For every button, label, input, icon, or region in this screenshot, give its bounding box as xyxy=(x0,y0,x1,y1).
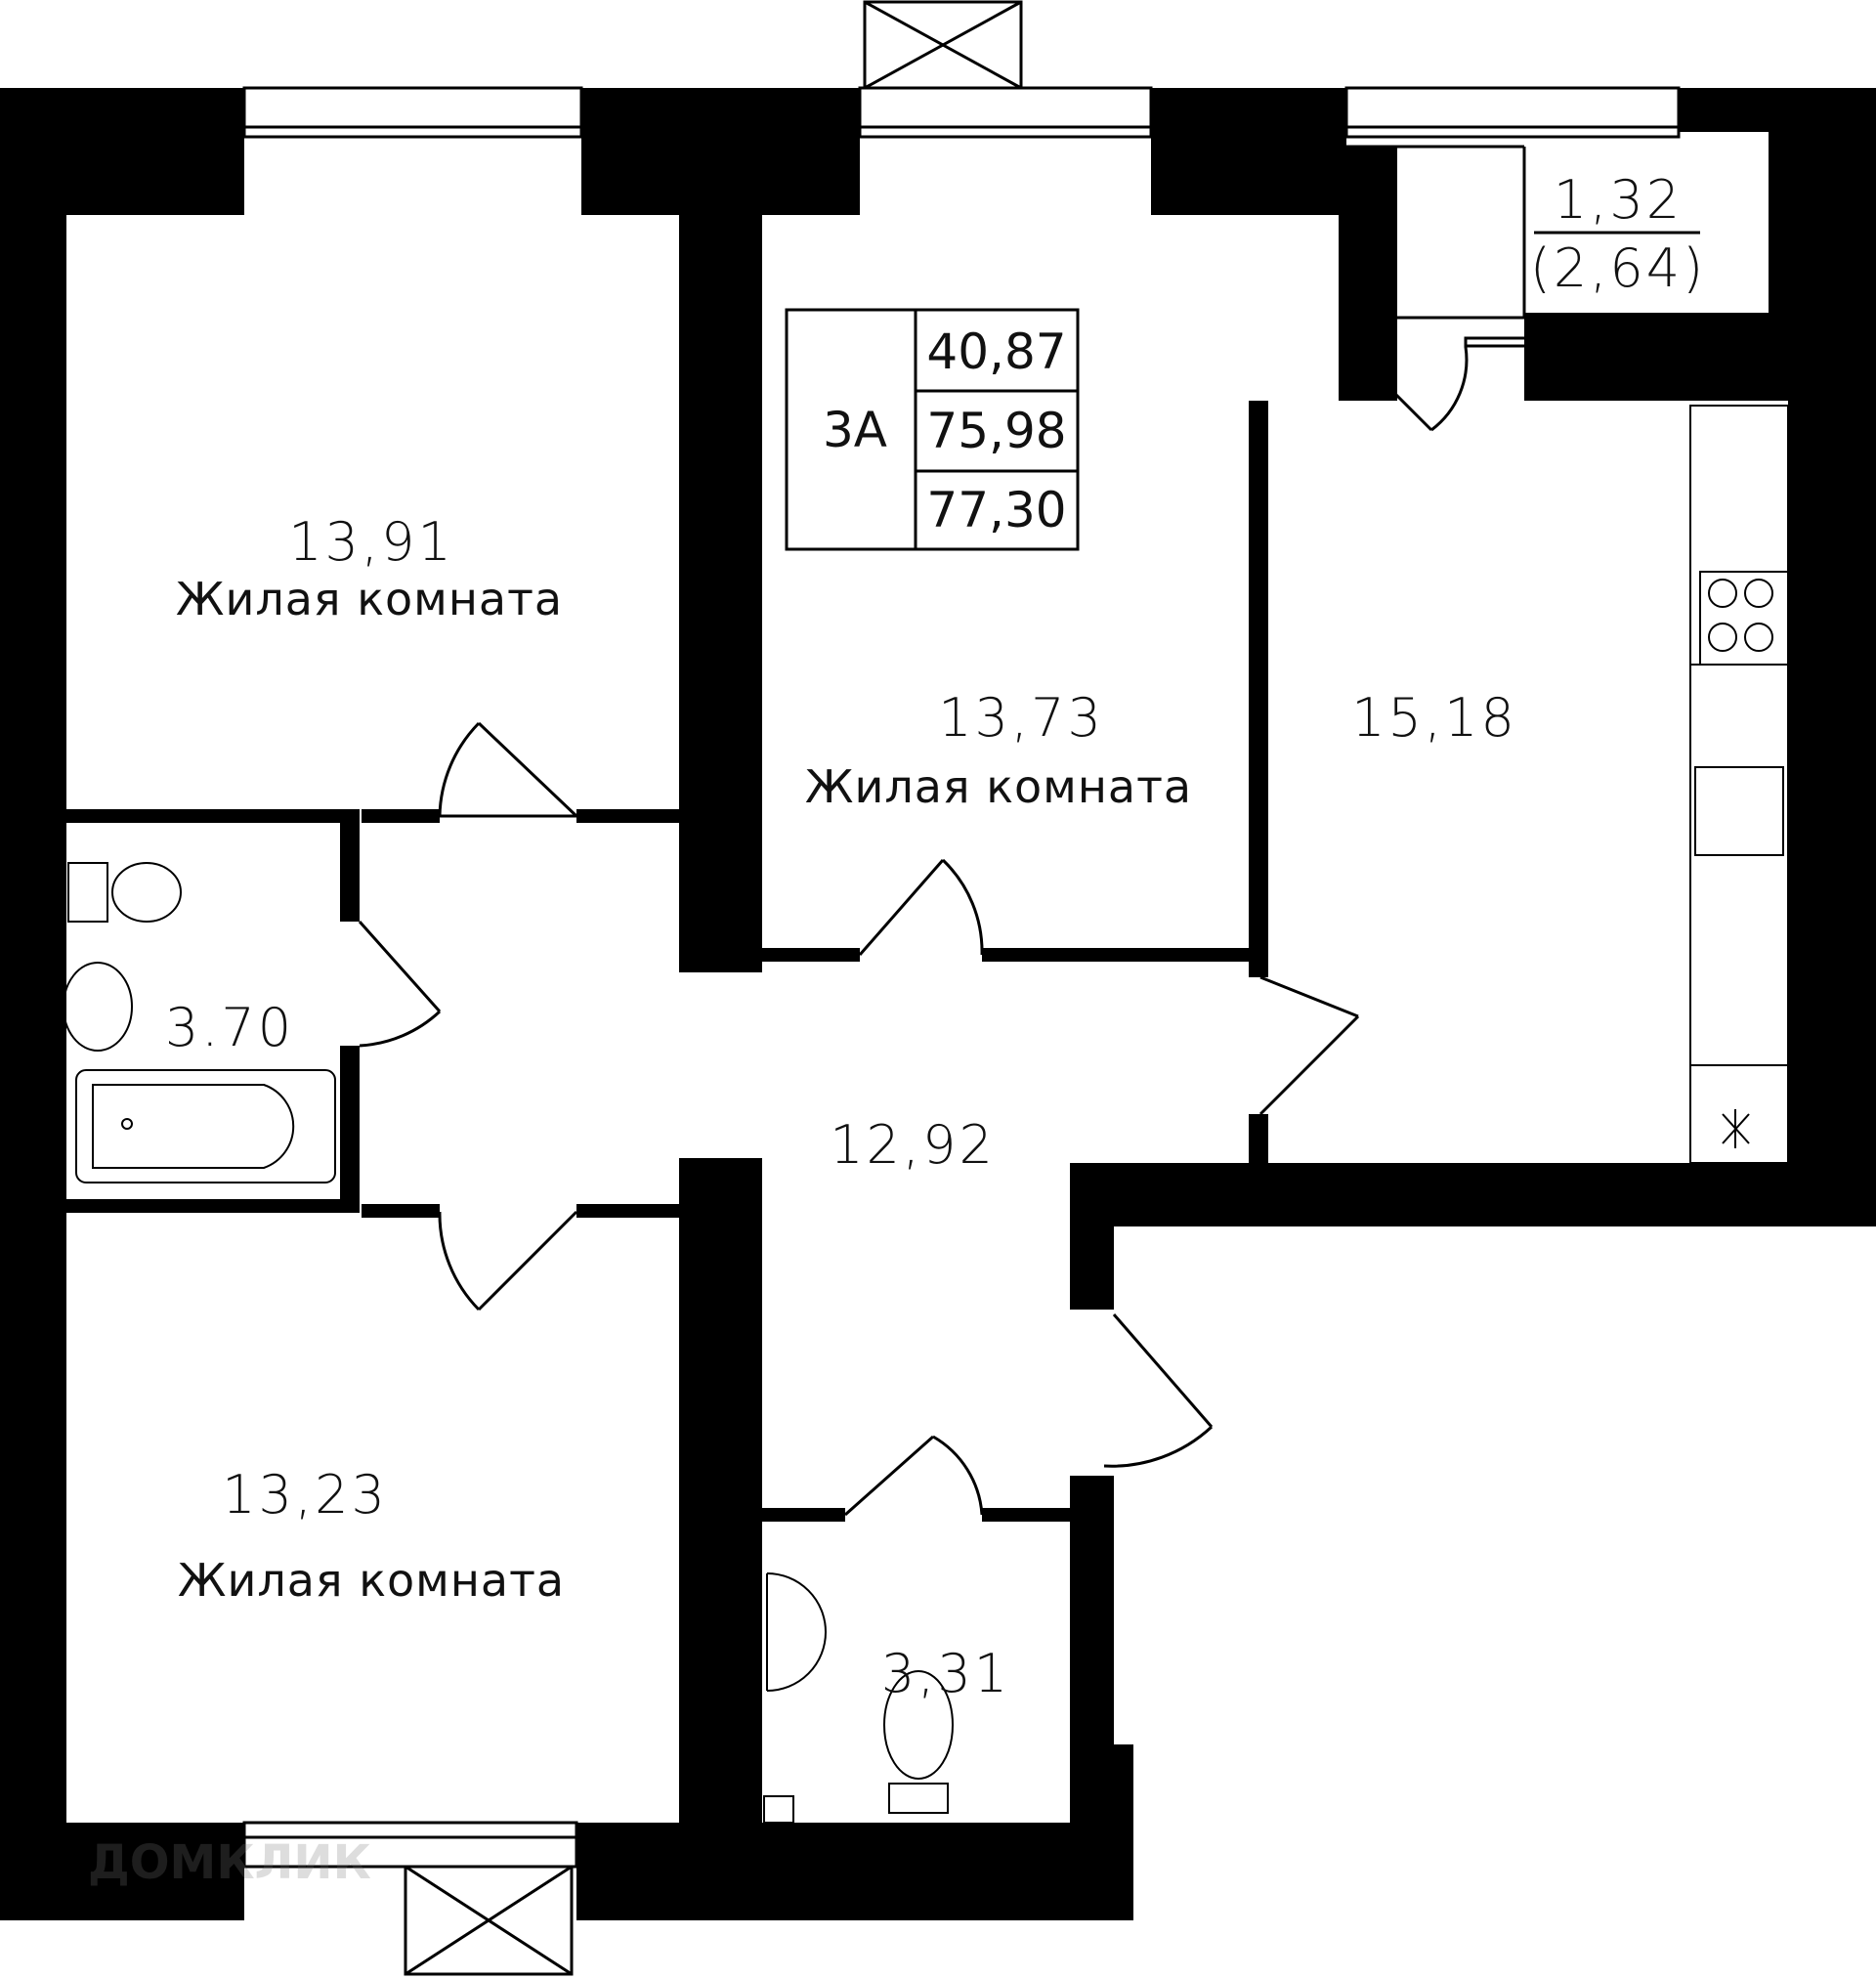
room3-area: 13,23 xyxy=(222,1464,388,1526)
balcony-area-full: (2,64) xyxy=(1529,237,1707,299)
hall-area: 12,92 xyxy=(830,1114,996,1176)
bathroom-area: 3.70 xyxy=(164,997,295,1058)
living-area: 40,87 xyxy=(926,323,1067,380)
room2-name: Жилая комната xyxy=(804,760,1193,813)
total-area-with-balcony: 77,30 xyxy=(926,482,1067,538)
room2-area: 13,73 xyxy=(938,687,1104,749)
room1-area: 13,91 xyxy=(288,511,454,573)
room1-name: Жилая комната xyxy=(175,573,564,625)
wc-area: 3,31 xyxy=(880,1643,1011,1704)
watermark: ДОМКЛИК xyxy=(88,1835,371,1890)
kitchen-area: 15,18 xyxy=(1351,687,1517,749)
apartment-type: 3А xyxy=(822,402,888,458)
total-area: 75,98 xyxy=(926,403,1067,459)
room3-name: Жилая комната xyxy=(177,1554,566,1607)
balcony-area: 1,32 xyxy=(1553,169,1684,231)
